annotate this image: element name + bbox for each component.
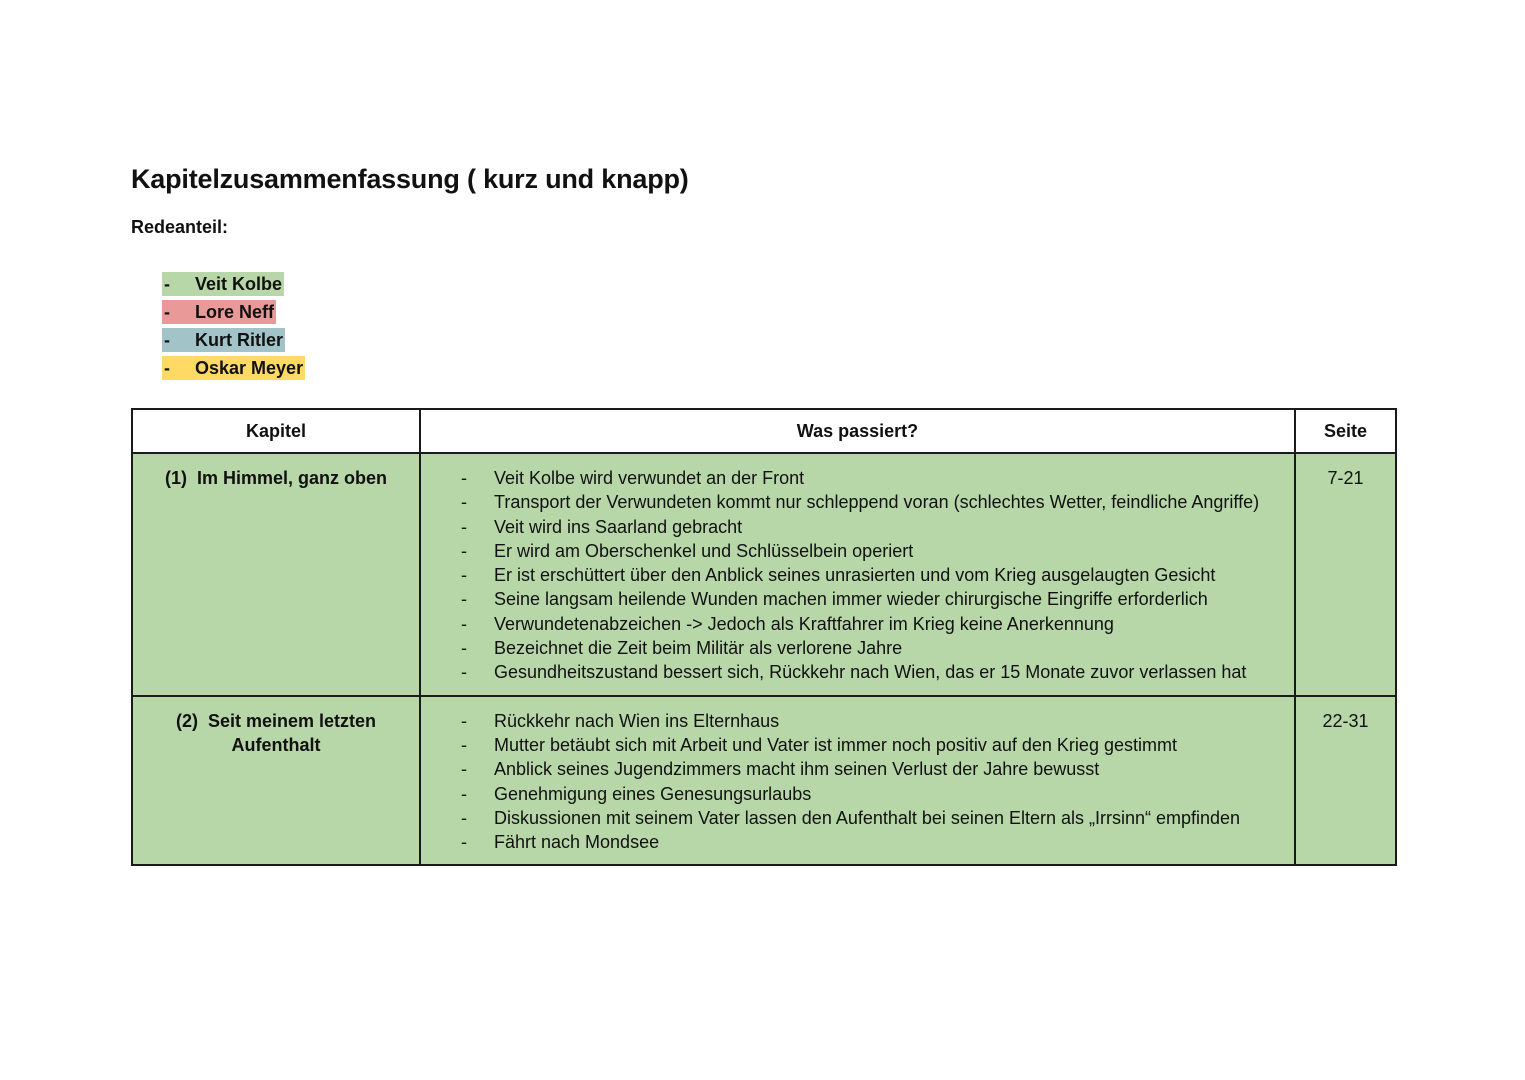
legend-speaker-name: Kurt Ritler (195, 330, 284, 350)
chapter-cell (132, 453, 420, 696)
event-text: Genehmigung eines Genesungsurlaubs (494, 783, 812, 804)
event-text: Rückkehr nach Wien ins Elternhaus (494, 710, 780, 731)
speaker-legend (162, 272, 305, 384)
chapter-title-line: Im Himmel, ganz oben (196, 468, 388, 488)
legend-highlight (162, 272, 284, 296)
table-header-row (132, 409, 1396, 453)
chapter-summary-table (131, 408, 1397, 866)
event-list (461, 466, 1286, 685)
event-text: Gesundheitszustand bessert sich, Rückkehr nach Wien, das er 15 Monate zuvor verlassen hat (494, 662, 1247, 683)
legend-dash: - (164, 274, 170, 294)
chapter-cell (132, 696, 420, 866)
event-text: Er ist erschüttert über den Anblick seines unrasierten und vom Krieg ausgelaugten Gesicht (494, 565, 1216, 586)
legend-dash: - (164, 358, 170, 378)
chapter-number: (1) (164, 468, 187, 488)
event-text: Mutter betäubt sich mit Arbeit und Vater ist immer noch positiv auf den Krieg gestimmt (494, 734, 1177, 755)
chapter-title-line: Seit meinem letzten (207, 710, 377, 731)
list-item: - Verwundetenabzeichen -> Jedoch als Kraftfahrer im Krieg keine Anerkennung (461, 613, 1114, 634)
list-item: - Fährt nach Mondsee (461, 832, 660, 853)
list-item: - Er wird am Oberschenkel und Schlüsselbein operiert (461, 540, 914, 561)
list-item: - Seine langsam heilende Wunden machen immer wieder chirurgische Eingriffe erforderlich (461, 589, 1208, 610)
event-text: Anblick seines Jugendzimmers macht ihm seinen Verlust der Jahre bewusst (494, 759, 1100, 780)
legend-speaker-name: Lore Neff (195, 302, 275, 322)
event-text: Fährt nach Mondsee (494, 832, 660, 853)
event-text: Veit wird ins Saarland gebracht (494, 516, 743, 537)
list-item: - Veit wird ins Saarland gebracht (461, 516, 743, 537)
legend-dash: - (164, 302, 170, 322)
list-item: - Bezeichnet die Zeit beim Militär als verlorene Jahre (461, 638, 903, 659)
list-item: - Diskussionen mit seinem Vater lassen den Aufenthalt bei seinen Eltern als „Irrsinn“ empfinden (461, 807, 1241, 828)
list-item: - Anblick seines Jugendzimmers macht ihm seinen Verlust der Jahre bewusst (461, 759, 1100, 780)
header-chapter: Kapitel (132, 409, 420, 453)
header-events: Was passiert? (420, 409, 1295, 453)
event-text: Diskussionen mit seinem Vater lassen den Aufenthalt bei seinen Eltern als „Irrsinn“ empfinden (494, 807, 1241, 828)
event-text: Transport der Verwundeten kommt nur schleppend voran (schlechtes Wetter, feindliche Angriffe) (494, 492, 1260, 513)
chapter-number: (2) (175, 710, 198, 731)
table-row (132, 696, 1396, 866)
legend-speaker-name: Oskar Meyer (195, 358, 304, 378)
event-text: Seine langsam heilende Wunden machen immer wieder chirurgische Eingriffe erforderlich (494, 589, 1208, 610)
event-text: Veit Kolbe wird verwundet an der Front (494, 468, 805, 488)
table-row (132, 453, 1396, 696)
legend-item (162, 300, 305, 328)
pages-cell: 7-21 (1295, 453, 1396, 696)
pages-cell: 22-31 (1295, 696, 1396, 866)
list-item: - Veit Kolbe wird verwundet an der Front (461, 468, 805, 488)
legend-highlight (162, 300, 276, 324)
list-item: - Mutter betäubt sich mit Arbeit und Vater ist immer noch positiv auf den Krieg gestimmt (461, 734, 1177, 755)
legend-highlight (162, 356, 305, 380)
legend-item (162, 272, 305, 300)
chapter-title-line-2: Aufenthalt (231, 734, 321, 755)
list-item: - Transport der Verwundeten kommt nur schleppend voran (schlechtes Wetter, feindliche Angriffe) (461, 492, 1260, 513)
events-cell (420, 453, 1295, 696)
event-text: Verwundetenabzeichen -> Jedoch als Kraftfahrer im Krieg keine Anerkennung (494, 613, 1114, 634)
legend-speaker-name: Veit Kolbe (195, 274, 283, 294)
event-list (461, 709, 1286, 855)
list-item: - Gesundheitszustand bessert sich, Rückkehr nach Wien, das er 15 Monate zuvor verlassen hat (461, 662, 1247, 683)
list-item: - Genehmigung eines Genesungsurlaubs (461, 783, 812, 804)
list-item: - Rückkehr nach Wien ins Elternhaus (461, 710, 780, 731)
chapter-title (141, 709, 411, 733)
legend-item (162, 328, 305, 356)
page-title: Kapitelzusammenfassung ( kurz und knapp) (131, 164, 689, 194)
list-item: - Er ist erschüttert über den Anblick seines unrasierten und vom Krieg ausgelaugten Gesicht (461, 565, 1216, 586)
chapter-title (141, 466, 411, 490)
event-text: Bezeichnet die Zeit beim Militär als verlorene Jahre (494, 638, 903, 659)
legend-highlight (162, 328, 285, 352)
legend-item (162, 356, 305, 384)
events-cell (420, 696, 1295, 866)
header-pages: Seite (1295, 409, 1396, 453)
speaking-share-label: Redeanteil: (131, 217, 229, 237)
legend-dash: - (164, 330, 170, 350)
event-text: Er wird am Oberschenkel und Schlüsselbein operiert (494, 540, 914, 561)
